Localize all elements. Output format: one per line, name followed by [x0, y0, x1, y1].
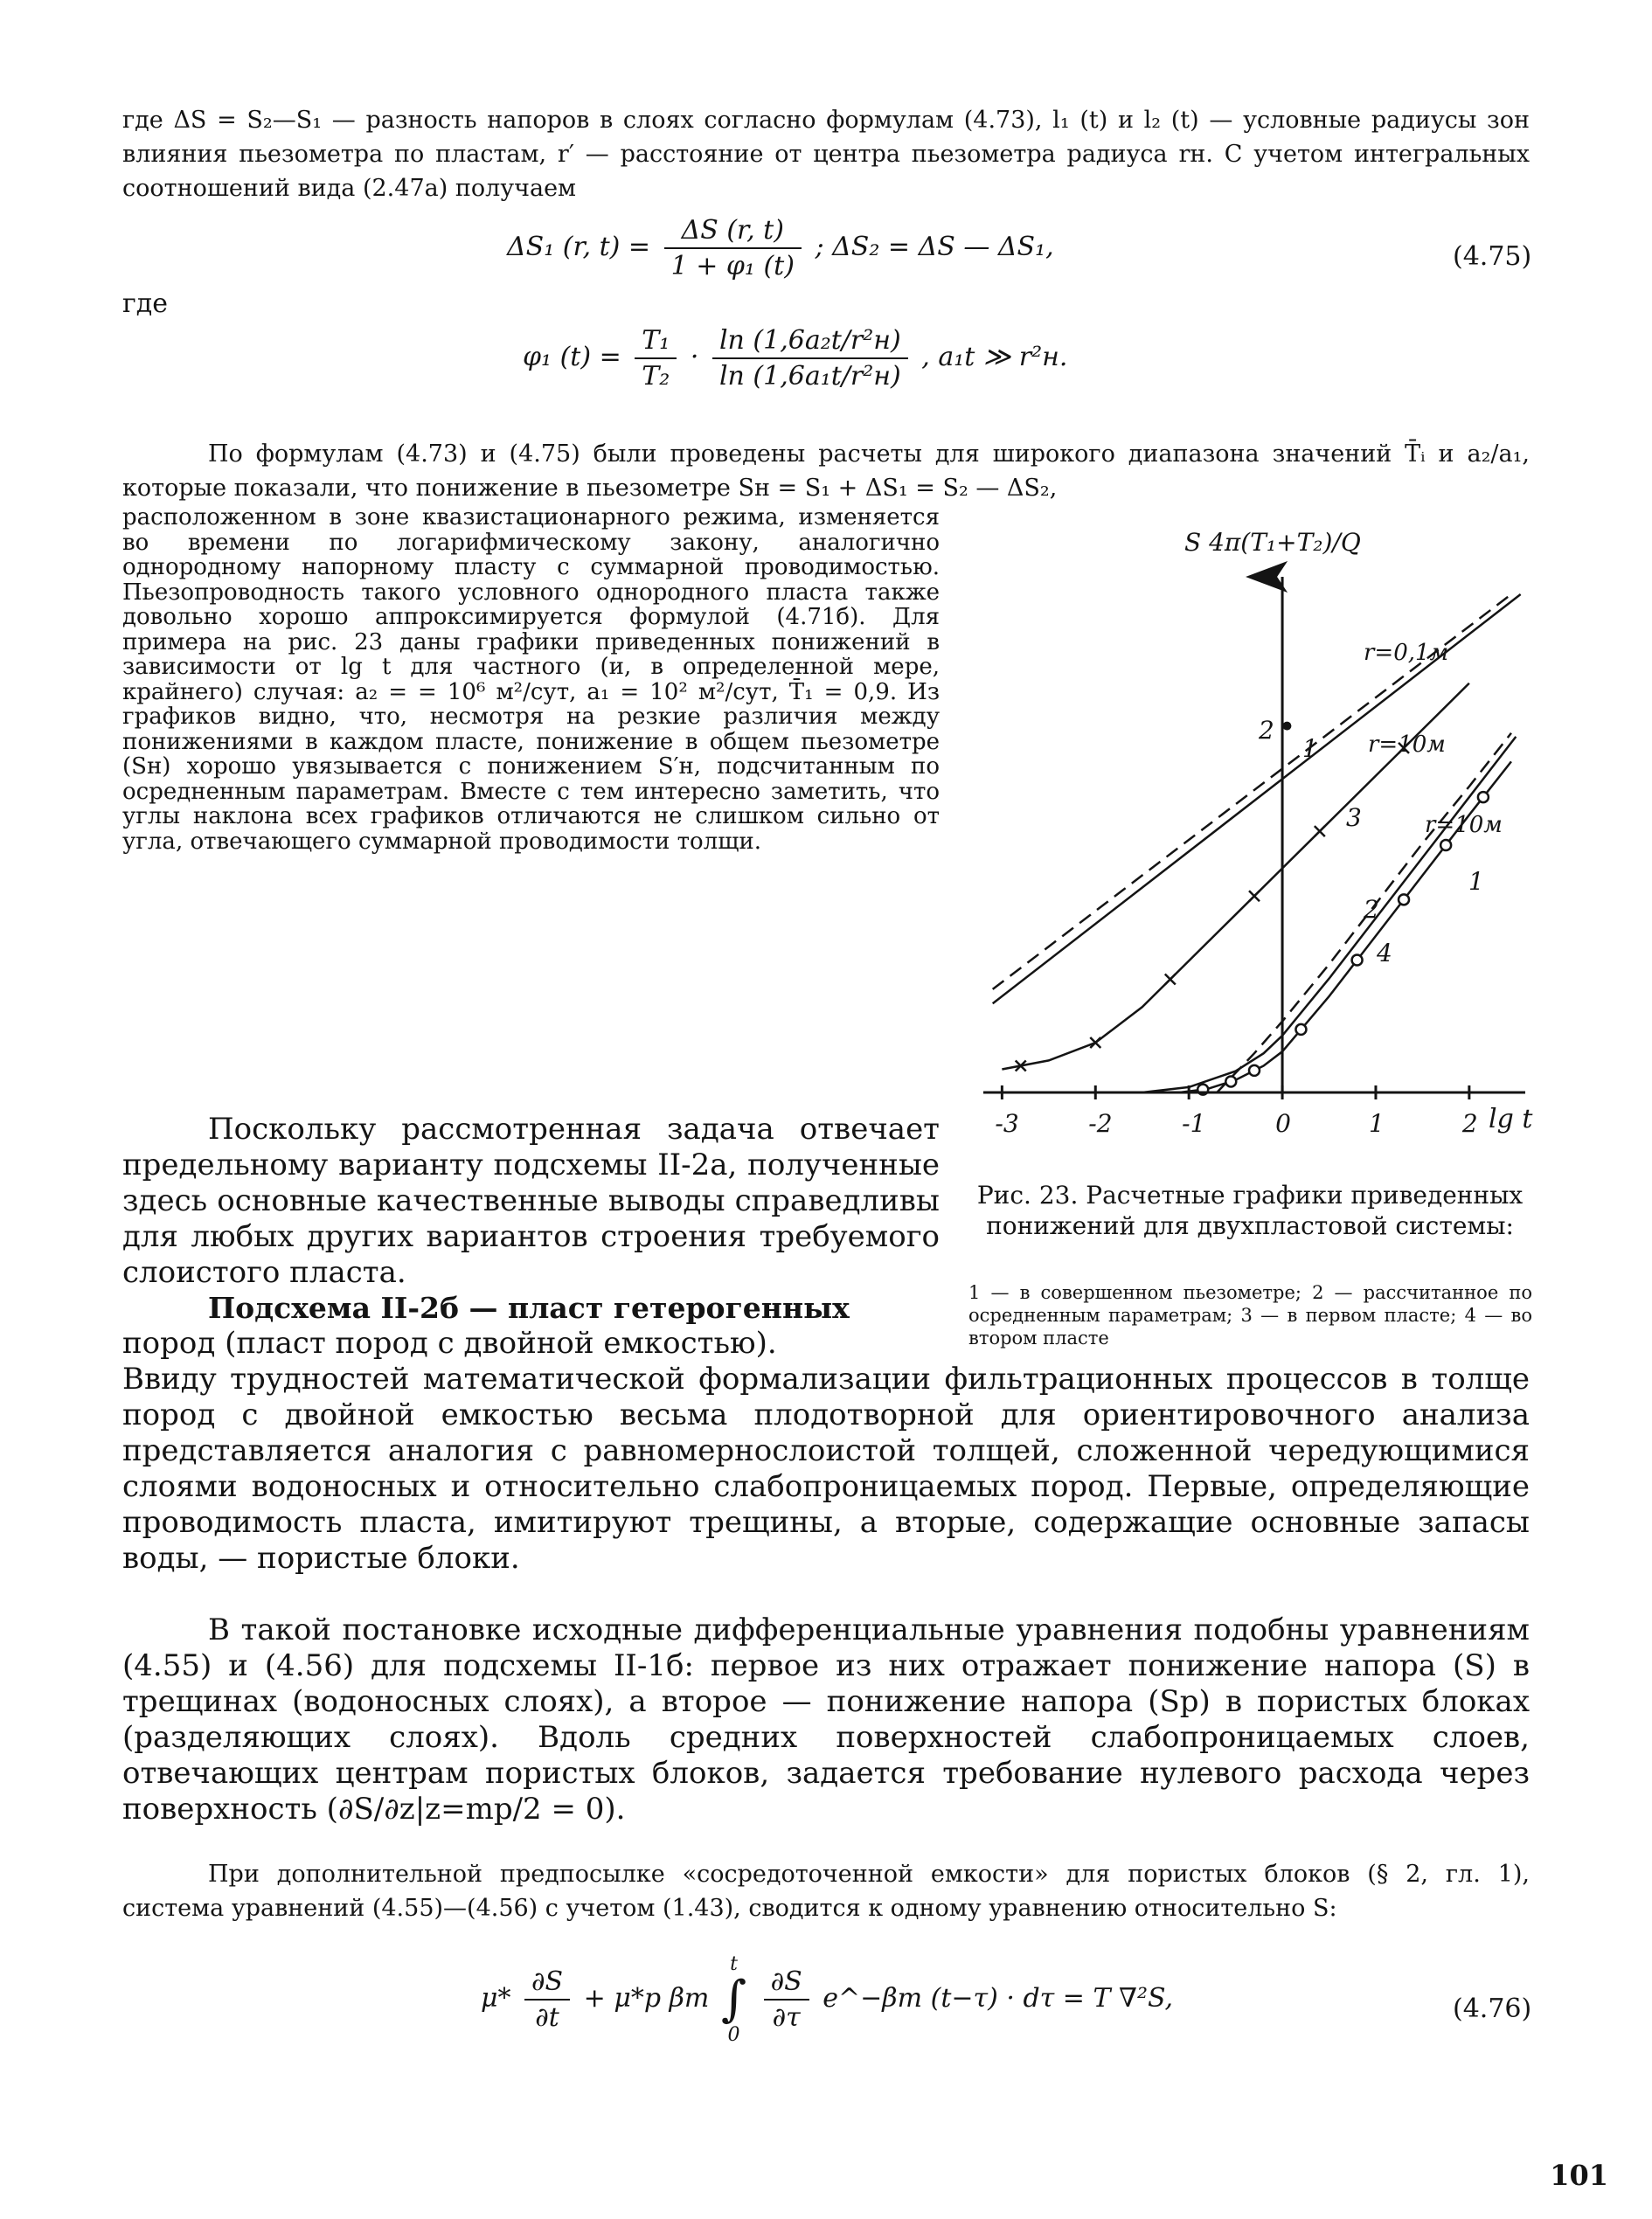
- eq476-num-1: ∂S: [524, 1966, 570, 2001]
- eq-phi-condition: , a₁t ≫ r²н.: [921, 342, 1068, 372]
- paragraph-intro: где ΔS = S₂—S₁ — разность напоров в слоях согласно формулам (4.73), l₁ (t) и l₂ (t) — условные радиусы зон влияния пьезометра по пластам, r′ — расстояние от центра пьезометра радиуса rн. С учетом интегральных соотношений вида (2.47а) получаем: [122, 107, 1530, 202]
- eq475-right: ; ΔS₂ = ΔS — ΔS₁,: [815, 232, 1054, 262]
- paragraph-subheading-tail: пород (пласт пород с двойной емкостью).: [122, 1326, 777, 1361]
- paragraph-setup: В такой постановке исходные дифференциальные уравнения подобны уравнениям (4.55) и (4.56) для подсхемы II-1б: первое из них отражает понижение напора (S) в трещинах (водоносных слоях), а второе — понижение напора (Sр) в пористых блоках (разделяющих слоях). Вдоль средних поверхностей слабопроницаемых слоев, отвечающих центрам пористых блоков, задается требование нулевого расхода через поверхность (∂S/∂z|z=mр/2 = 0).: [122, 1612, 1530, 1827]
- paragraph-problem: Поскольку рассмотренная задача отвечает предельному варианту подсхемы II-2а, полученные здесь основные качественные выводы справедливы для любых других вариантов строения требуемого слоистого пласта.: [122, 1112, 940, 1290]
- x-tick-label-4: 1: [1368, 1109, 1385, 1138]
- eq-phi-fraction-1: [635, 325, 677, 392]
- eq-phi-num-1: T₁: [635, 325, 677, 359]
- paragraph-calculations: По формулам (4.73) и (4.75) были проведены расчеты для широкого диапазона значений T̄ᵢ и a₂/a₁, которые показали, что понижение в пьезометре Sн = S₁ + ΔS₁ = S₂ — ΔS₂,: [122, 440, 1530, 502]
- eq476-term-c: e^−βт (t−τ) · dτ = T ∇²S,: [823, 1983, 1173, 2014]
- marker-cross-4: [1315, 826, 1325, 836]
- eq476-upper-limit: t: [730, 1953, 738, 1975]
- x-tick-label-3: 0: [1275, 1109, 1291, 1138]
- curve-label-2-bottom: 2: [1364, 895, 1379, 924]
- marker-circle-3: [1295, 1024, 1306, 1035]
- eq476-lower-limit: 0: [727, 2024, 740, 2046]
- page-number: 101: [1550, 2159, 1608, 2192]
- figure-caption: Рис. 23. Расчетные графики приведенных понижений для двухпластовой системы:: [976, 1181, 1524, 1240]
- marker-cross-3: [1249, 891, 1260, 901]
- marker-circle-2: [1249, 1065, 1260, 1076]
- paragraph-left-column: расположенном в зоне квазистационарного режима, изменяется во времени по логарифмическому закону, аналогично однородному напорному пласту с суммарной проводимостью. Пьезопроводность такого условного однородного пласта также довольно хорошо аппроксимируется формулой (4.71б). Для примера на рис. 23 даны графики приведенных понижений в зависимости от lg t для частного (и, в определенной мере, крайнего) случая: a₂ = = 10⁶ м²/сут, a₁ = 10² м²/сут, T̄₁ = 0,9. Из графиков видно, что, несмотря на резкие различия между понижениями в каждом пласте, понижение в общем пьезометре (Sн) хорошо увязывается с понижением S′н, подсчитанным по осредненным параметрам. Вместе с тем интересно заметить, что углы наклона всех графиков отличаются не слишком сильно от угла, отвечающего суммарной проводимости толщи.: [122, 504, 940, 855]
- figure-23-chart: [966, 516, 1543, 1180]
- eq476-integral-sign: ∫: [720, 1971, 747, 2028]
- eq-phi-num-2: ln (1,6a₂t/r²н): [712, 325, 908, 359]
- eq-phi-dot: ·: [690, 342, 699, 372]
- eq475-numerator: ΔS (r, t): [664, 215, 802, 249]
- eq-phi-den-2: ln (1,6a₁t/r²н): [718, 361, 901, 392]
- eq476-term-b: + μ*р βт: [583, 1983, 710, 2014]
- where-label: где: [122, 288, 168, 319]
- subheading-scheme-2b: Подсхема II-2б — пласт гетерогенных: [208, 1291, 850, 1325]
- eq475-denominator: 1 + φ₁ (t): [670, 251, 795, 281]
- eq475-left: ΔS₁ (r, t) =: [507, 232, 651, 262]
- eq476-num-2: ∂S: [764, 1966, 809, 2001]
- paragraph-double-porosity: Ввиду трудностей математической формализации фильтрационных процессов в толще пород с двойной емкостью весьма плодотворной для ориентировочного анализа представляется аналогия с равномернослоистой толщей, сложенной чередующимися слоями водоносных и относительно слабопроницаемых пород. Первые, определяющие проводимость пласта, имитируют трещины, а вторые, содержащие основные запасы воды, — пористые блоки.: [122, 1362, 1530, 1576]
- marker-cross-1: [1090, 1037, 1100, 1048]
- curve-label-2-top: 2: [1259, 716, 1274, 745]
- series-line-1-4: [1142, 737, 1517, 1092]
- x-tick-label-1: -2: [1088, 1109, 1113, 1138]
- y-axis-label: S 4π(T₁+T₂)/Q: [1184, 528, 1361, 557]
- eq-phi-den-1: T₂: [642, 361, 670, 392]
- x-tick-label-2: -1: [1182, 1109, 1206, 1138]
- eq476-fraction-1: [524, 1966, 570, 2033]
- annotation-r-10-upper: r=10м: [1368, 732, 1446, 758]
- eq-phi-fraction-2: [712, 325, 908, 392]
- marker-circle-7: [1478, 792, 1489, 802]
- marker-circle-4: [1352, 955, 1363, 966]
- x-axis-label: lg t: [1489, 1104, 1533, 1134]
- x-tick-label-0: -3: [995, 1109, 1019, 1138]
- annotation-r-01: r=0,1м: [1364, 640, 1449, 666]
- marker-circle-6: [1440, 840, 1451, 850]
- annotation-r-10-lower: r=10м: [1425, 812, 1503, 838]
- curve-label-1-top: 1: [1302, 734, 1318, 763]
- x-tick-label-5: 2: [1461, 1109, 1478, 1138]
- eq476-mu: μ*: [481, 1983, 511, 2014]
- eq476-den-1: ∂t: [535, 2002, 559, 2033]
- equation-number-4-75: (4.75): [1453, 241, 1532, 272]
- marker-cross-2: [1165, 974, 1176, 985]
- eq476-den-2: ∂τ: [772, 2002, 801, 2033]
- equation-phi: [523, 325, 1067, 392]
- marker-circle-5: [1399, 894, 1409, 905]
- eq476-fraction-2: [764, 1966, 809, 2033]
- equation-4-75: [507, 215, 1054, 281]
- eq475-fraction: [664, 215, 802, 281]
- paragraph-final: При дополнительной предпосылке «сосредоточенной емкости» для пористых блоков (§ 2, гл. 1), система уравнений (4.55)—(4.56) с учетом (1.43), сводится к одному уравнению относительно S:: [122, 1861, 1530, 1922]
- marker-circle-1: [1225, 1076, 1236, 1086]
- curve-label-4: 4: [1377, 939, 1392, 967]
- eq-phi-left: φ₁ (t) =: [523, 342, 621, 372]
- eq476-integral: [721, 1953, 746, 2046]
- figure-legend: 1 — в совершенном пьезометре; 2 — рассчитанное по осредненным параметрам; 3 — в первом пласте; 4 — во втором пласте: [968, 1282, 1532, 1349]
- isolated-point: [1282, 722, 1291, 731]
- curve-label-1-bottom: 1: [1468, 867, 1484, 896]
- curve-label-3: 3: [1346, 803, 1362, 832]
- equation-number-4-76: (4.76): [1453, 1994, 1532, 2024]
- equation-4-76: [481, 1953, 1173, 2046]
